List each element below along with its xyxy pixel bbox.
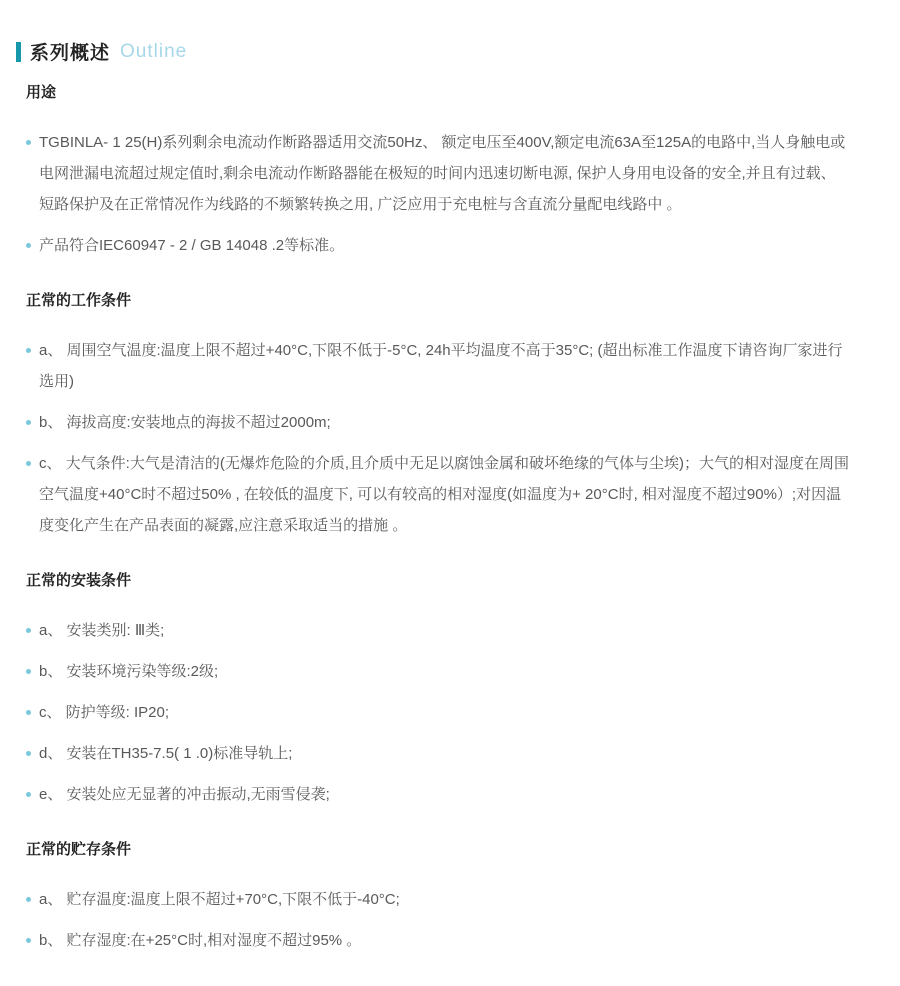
page-title-en: Outline (120, 40, 188, 62)
list-item-text: e、 安装处应无显著的冲击振动,无雨雪侵袭; (39, 786, 330, 803)
section-heading-installation-conditions: 正常的安装条件 (26, 572, 132, 589)
list-item-text: b、 贮存湿度:在+25°C时,相对湿度不超过95% 。 (39, 932, 362, 949)
bullet-icon (26, 140, 31, 145)
list-item-text: 产品符合IEC60947 - 2 / GB 14048 .2等标准。 (39, 237, 345, 254)
bullet-icon (26, 751, 31, 756)
list-item-text: a、 周围空气温度:温度上限不超过+40°C,下限不低于-5°C, 24h平均温度不高于35°C; (超出标准工作温度下请咨询厂家进行选用) (39, 342, 843, 390)
list-item (26, 738, 852, 769)
list-item (26, 230, 852, 261)
list-item-text: c、 防护等级: IP20; (39, 704, 170, 721)
bullet-icon (26, 348, 31, 353)
section-heading-usage: 用途 (26, 84, 57, 101)
page-title-cn: 系列概述 (30, 43, 111, 64)
bullet-icon (26, 628, 31, 633)
bullet-icon (26, 461, 31, 466)
bullet-icon (26, 243, 31, 248)
section-heading-storage-conditions: 正常的贮存条件 (26, 841, 132, 858)
list-item (26, 448, 852, 541)
list-item-text: c、 大气条件:大气是清洁的(无爆炸危险的介质,且介质中无足以腐蚀金属和破坏绝缘的气体与尘埃)；大气的相对湿度在周围空气温度+40°C时不超过50% , 在较低的温度下, 可以有较高的相对湿度(如温度为+ 20°C时, 相对湿度不超过90%）;对因温度变化产生在产品表面的凝露,应注意采取适当的措施 。 (39, 455, 849, 534)
list-item (26, 127, 852, 220)
list-item (26, 335, 852, 397)
bullet-icon (26, 897, 31, 902)
list-item (26, 884, 852, 915)
list-item (26, 779, 852, 810)
bullet-icon (26, 420, 31, 425)
list-item-text: d、 安装在TH35-7.5( 1 .0)标准导轨上; (39, 745, 293, 762)
list-item-text: a、 贮存温度:温度上限不超过+70°C,下限不低于-40°C; (39, 891, 400, 908)
list-item-text: b、 海拔高度:安装地点的海拔不超过2000m; (39, 414, 331, 431)
list-item-text: b、 安装环境污染等级:2级; (39, 663, 219, 680)
list-item (26, 656, 852, 687)
page-title (16, 38, 852, 65)
accent-bar-icon (16, 42, 21, 62)
bullet-icon (26, 710, 31, 715)
list-item (26, 615, 852, 646)
bullet-icon (26, 792, 31, 797)
list-item (26, 407, 852, 438)
list-item-text: TGBINLA- 1 25(H)系列剩余电流动作断路器适用交流50Hz、 额定电压至400V,额定电流63A至125A的电路中,当人身触电或电网泄漏电流超过规定值时,剩余电流动作断路器能在极短的时间内迅速切断电源, 保护人身用电设备的安全,并且有过载、 短路保护及在正常情况作为线路的不频繁转换之用, 广泛应用于充电桩与含直流分量配电线路中 。 (39, 134, 846, 213)
list-item (26, 925, 852, 956)
bullet-icon (26, 938, 31, 943)
list-item-text: a、 安装类别: Ⅲ类; (39, 622, 165, 639)
list-item (26, 697, 852, 728)
section-heading-working-conditions: 正常的工作条件 (26, 292, 132, 309)
bullet-icon (26, 669, 31, 674)
